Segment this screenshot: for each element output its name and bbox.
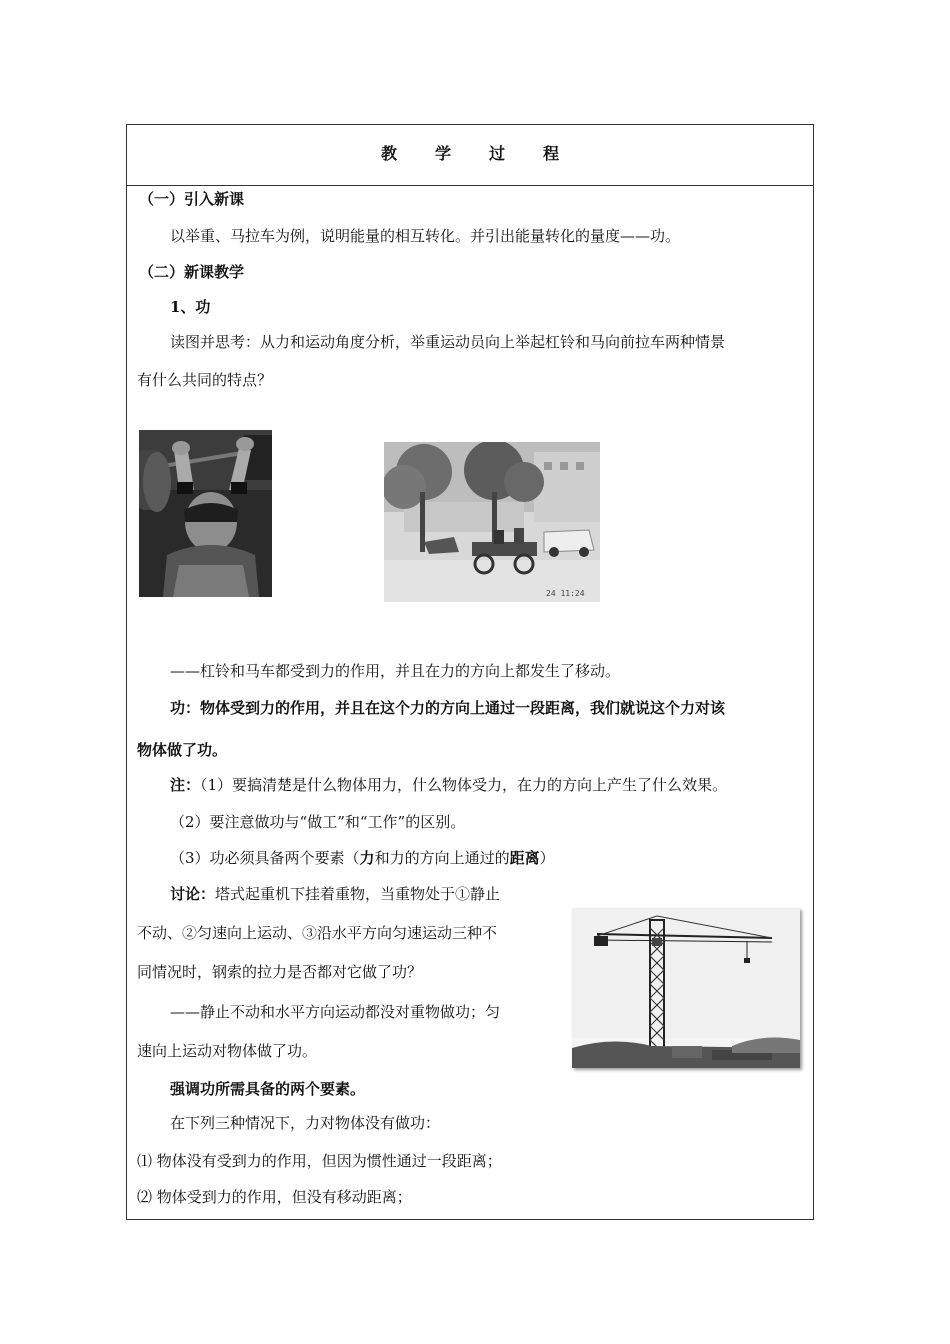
discussion-line-3: 同情况时，钢索的拉力是否都对它做了功？ — [137, 963, 423, 981]
section-title-intro: （一）引入新课 — [139, 190, 245, 208]
question-line-2: 有什么共同的特点？ — [137, 371, 273, 389]
note-1 — [170, 775, 727, 795]
note-1-text: （1）要搞清楚是什么物体用力，什么物体受力，在力的方向上产生了什么效果。 — [200, 776, 728, 794]
case-1: ⑴ 物体没有受到力的作用，但因为惯性通过一段距离； — [137, 1152, 502, 1170]
discussion-line-2: 不动、②匀速向上运动、③沿水平方向匀速运动三种不 — [137, 924, 498, 942]
horse-cart-photo — [384, 442, 600, 602]
note-3-distance: 距离 — [509, 849, 540, 867]
table-header-row — [127, 125, 813, 186]
discussion-label: 讨论： — [170, 885, 216, 903]
table-header-title: 教学过程 — [380, 144, 597, 163]
definition-line-2: 物体做了功。 — [137, 741, 228, 759]
tower-crane-photo — [572, 908, 800, 1068]
discussion-line-1 — [170, 884, 500, 904]
case-2: ⑵ 物体受到力的作用，但没有移动距离； — [137, 1188, 412, 1206]
discussion-answer-2: 速向上运动对物体做了功。 — [137, 1042, 318, 1060]
section-title-new-lesson: （二）新课教学 — [139, 263, 245, 281]
cases-intro: 在下列三种情况下，力对物体没有做功： — [170, 1114, 441, 1132]
note-2: （2）要注意做功与“做工”和“工作”的区别。 — [170, 813, 466, 831]
note-3-pre: （3）功必须具备两个要素（ — [170, 849, 360, 867]
note-label: 注： — [170, 776, 201, 794]
note-3-force: 力 — [359, 849, 375, 867]
discussion-text-1: 塔式起重机下挂着重物，当重物处于①静止 — [215, 885, 501, 903]
discussion-answer-1: ——静止不动和水平方向运动都没对重物做功；匀 — [170, 1003, 501, 1021]
subtitle-work: 1、功 — [170, 298, 211, 316]
cart-photo-timestamp: 24 11:24 — [546, 589, 585, 598]
emphasis-line: 强调功所需具备的两个要素。 — [170, 1080, 366, 1098]
answer-line: ——杠铃和马车都受到力的作用，并且在力的方向上都发生了移动。 — [170, 662, 621, 680]
weightlifter-photo — [139, 430, 272, 597]
note-3 — [170, 848, 555, 868]
note-3-mid: 和力的方向上通过的 — [374, 849, 510, 867]
intro-text: 以举重、马拉车为例，说明能量的相互转化。并引出能量转化的量度——功。 — [170, 227, 681, 245]
question-line-1: 读图并思考：从力和运动角度分析，举重运动员向上举起杠铃和马向前拉车两种情景 — [170, 333, 726, 351]
definition-line-1: 功：物体受到力的作用，并且在这个力的方向上通过一段距离，我们就说这个力对该 — [170, 699, 726, 717]
note-3-post: ） — [539, 849, 555, 867]
